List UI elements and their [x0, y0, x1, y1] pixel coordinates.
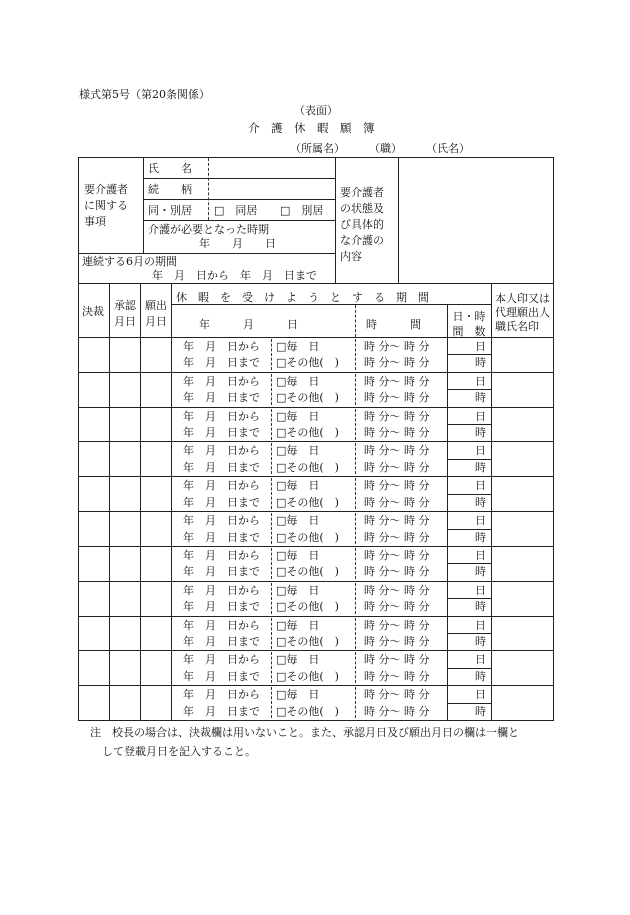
row-day-unit: 日: [475, 688, 486, 701]
day-hour-divider: [447, 389, 491, 390]
row-other-option: □その他( ): [276, 600, 339, 613]
row-hour-unit: 時: [475, 565, 486, 578]
footer-note-line-1: 注 校長の場合は、決裁欄は用いないこと。また、承認月日及び願出月日の欄は一欄と: [90, 726, 519, 739]
dashed-divider: [355, 339, 356, 370]
condition-line-3: び具体的: [340, 218, 384, 231]
top-section-divider: [78, 253, 335, 254]
row-from-date: 年 月 日から: [183, 444, 260, 457]
dashed-divider: [271, 687, 272, 718]
period-label: 連続する6月の期間: [82, 255, 177, 268]
time-columns-header: 時 間: [366, 318, 421, 331]
row-daily-option: □毎 日: [276, 340, 320, 353]
row-time-range: 時 分～ 時 分: [364, 565, 430, 578]
row-time-range: 時 分～ 時 分: [364, 600, 430, 613]
row-time-range: 時 分～ 時 分: [364, 688, 430, 701]
day-hour-count-line-1: 日・時: [452, 310, 486, 323]
row-time-range: 時 分～ 時 分: [364, 461, 430, 474]
column-divider: [447, 304, 448, 720]
row-hour-unit: 時: [475, 531, 486, 544]
row-daily-option: □毎 日: [276, 479, 320, 492]
care-receiver-label: [84, 182, 144, 230]
care-receiver-line-2: に関する: [84, 199, 128, 212]
column-divider: [109, 283, 110, 720]
row-time-range: 時 分～ 時 分: [364, 670, 430, 683]
dashed-divider: [355, 583, 356, 614]
side-label: （表面）: [294, 104, 338, 117]
dashed-divider: [355, 478, 356, 509]
form-number: 様式第5号（第20条関係）: [79, 88, 210, 101]
row-until-date: 年 月 日まで: [183, 356, 260, 369]
row-time-range: 時 分～ 時 分: [364, 635, 430, 648]
seal-line-2: 代理願出人: [495, 306, 550, 319]
row-hour-unit: 時: [475, 461, 486, 474]
row-daily-option: □毎 日: [276, 514, 320, 527]
condition-line-2: の状態及: [340, 202, 384, 215]
row-time-range: 時 分～ 時 分: [364, 705, 430, 718]
row-daily-option: □毎 日: [276, 584, 320, 597]
row-divider: [78, 372, 554, 373]
dashed-divider: [208, 158, 209, 220]
care-receiver-line-1: 要介護者: [84, 183, 128, 196]
row-daily-option: □毎 日: [276, 375, 320, 388]
row-divider: [78, 476, 554, 477]
seal-line-3: 職氏名印: [495, 320, 539, 333]
row-day-unit: 日: [475, 584, 486, 597]
date-columns-header: 年 月 日: [199, 318, 298, 331]
approval-date-line-2: 月日: [114, 315, 136, 328]
row-time-range: 時 分～ 時 分: [364, 444, 430, 457]
row-other-option: □その他( ): [276, 705, 339, 718]
seal-header: [495, 292, 550, 334]
row-divider: [78, 650, 554, 651]
top-section-divider: [335, 157, 336, 283]
row-hour-unit: 時: [475, 426, 486, 439]
row-from-date: 年 月 日から: [183, 340, 260, 353]
period-range: 年 月 日から 年 月 日まで: [152, 269, 317, 282]
row-daily-option: □毎 日: [276, 653, 320, 666]
row-time-range: 時 分～ 時 分: [364, 391, 430, 404]
condition-line-5: 内容: [340, 250, 362, 263]
row-daily-option: □毎 日: [276, 688, 320, 701]
dashed-divider: [355, 409, 356, 440]
dashed-divider: [355, 687, 356, 718]
header-divider: [171, 304, 491, 305]
row-divider: [78, 581, 554, 582]
table-border-top: [78, 157, 554, 158]
cohabitation-field-label: 同・別居: [148, 204, 192, 217]
application-date-line-2: 月日: [145, 315, 167, 328]
row-divider: [78, 407, 554, 408]
row-day-unit: 日: [475, 410, 486, 423]
table-border-left: [78, 157, 79, 720]
row-from-date: 年 月 日から: [183, 410, 260, 423]
row-until-date: 年 月 日まで: [183, 670, 260, 683]
day-hour-divider: [447, 703, 491, 704]
row-time-range: 時 分～ 時 分: [364, 479, 430, 492]
row-day-unit: 日: [475, 479, 486, 492]
row-time-range: 時 分～ 時 分: [364, 426, 430, 439]
top-section-divider: [143, 199, 335, 200]
day-hour-divider: [447, 459, 491, 460]
row-hour-unit: 時: [475, 496, 486, 509]
day-hour-divider: [447, 633, 491, 634]
day-hour-divider: [447, 354, 491, 355]
column-divider: [171, 283, 172, 720]
dashed-divider: [355, 305, 356, 337]
top-section-divider: [143, 220, 335, 221]
dashed-divider: [271, 583, 272, 614]
day-hour-divider: [447, 668, 491, 669]
day-hour-divider: [447, 563, 491, 564]
row-time-range: 時 分～ 時 分: [364, 496, 430, 509]
column-divider: [491, 283, 492, 720]
row-hour-unit: 時: [475, 705, 486, 718]
page-title: 介 護 休 暇 願 簿: [248, 121, 375, 135]
row-from-date: 年 月 日から: [183, 375, 260, 388]
name-label: （氏名）: [426, 142, 470, 155]
row-other-option: □その他( ): [276, 426, 339, 439]
row-from-date: 年 月 日から: [183, 514, 260, 527]
row-divider: [78, 616, 554, 617]
dashed-divider: [271, 443, 272, 474]
day-hour-divider: [447, 529, 491, 530]
row-until-date: 年 月 日まで: [183, 600, 260, 613]
dashed-divider: [355, 513, 356, 544]
row-time-range: 時 分～ 時 分: [364, 340, 430, 353]
care-needed-label: 介護が必要となった時期: [148, 223, 269, 236]
row-other-option: □その他( ): [276, 496, 339, 509]
row-time-range: 時 分～ 時 分: [364, 356, 430, 369]
top-section-divider: [143, 178, 335, 179]
cohabitation-option-together[interactable]: □ 同居: [214, 204, 258, 217]
row-until-date: 年 月 日まで: [183, 496, 260, 509]
dashed-divider: [271, 339, 272, 370]
row-time-range: 時 分～ 時 分: [364, 584, 430, 597]
row-time-range: 時 分～ 時 分: [364, 531, 430, 544]
row-daily-option: □毎 日: [276, 619, 320, 632]
row-from-date: 年 月 日から: [183, 688, 260, 701]
row-hour-unit: 時: [475, 391, 486, 404]
dashed-divider: [355, 443, 356, 474]
dashed-divider: [271, 409, 272, 440]
row-until-date: 年 月 日まで: [183, 705, 260, 718]
affiliation-label: （所属名）: [290, 142, 345, 155]
row-daily-option: □毎 日: [276, 549, 320, 562]
row-time-range: 時 分～ 時 分: [364, 514, 430, 527]
application-date-line-1: 願出: [145, 299, 167, 312]
day-hour-divider: [447, 494, 491, 495]
row-other-option: □その他( ): [276, 461, 339, 474]
row-until-date: 年 月 日まで: [183, 426, 260, 439]
dashed-divider: [271, 652, 272, 683]
row-daily-option: □毎 日: [276, 410, 320, 423]
row-day-unit: 日: [475, 375, 486, 388]
row-other-option: □その他( ): [276, 356, 339, 369]
row-divider: [78, 511, 554, 512]
row-other-option: □その他( ): [276, 670, 339, 683]
column-divider: [140, 283, 141, 720]
dashed-divider: [271, 548, 272, 579]
row-day-unit: 日: [475, 549, 486, 562]
table-border-bottom: [78, 720, 554, 721]
day-hour-divider: [447, 598, 491, 599]
row-daily-option: □毎 日: [276, 444, 320, 457]
table-border-right: [553, 157, 554, 720]
row-until-date: 年 月 日まで: [183, 635, 260, 648]
day-hour-count-header: [448, 309, 490, 339]
row-from-date: 年 月 日から: [183, 549, 260, 562]
approval-date-line-1: 承認: [114, 299, 136, 312]
position-label: （職）: [369, 142, 402, 155]
dashed-divider: [355, 618, 356, 649]
row-day-unit: 日: [475, 340, 486, 353]
dashed-divider: [355, 652, 356, 683]
row-until-date: 年 月 日まで: [183, 565, 260, 578]
dashed-divider: [271, 513, 272, 544]
decision-header: 決裁: [82, 305, 104, 318]
row-until-date: 年 月 日まで: [183, 461, 260, 474]
row-hour-unit: 時: [475, 670, 486, 683]
seal-line-1: 本人印又は: [495, 292, 550, 305]
dashed-divider: [355, 548, 356, 579]
dashed-divider: [271, 374, 272, 405]
dashed-divider: [271, 618, 272, 649]
relationship-field-label: 続 柄: [148, 183, 192, 196]
row-day-unit: 日: [475, 514, 486, 527]
row-hour-unit: 時: [475, 356, 486, 369]
row-time-range: 時 分～ 時 分: [364, 653, 430, 666]
row-from-date: 年 月 日から: [183, 584, 260, 597]
day-hour-divider: [447, 424, 491, 425]
row-hour-unit: 時: [475, 635, 486, 648]
row-other-option: □その他( ): [276, 565, 339, 578]
row-time-range: 時 分～ 時 分: [364, 410, 430, 423]
application-date-header: [141, 298, 171, 330]
footer-note-line-2: して登載月日を記入すること。: [102, 745, 256, 758]
name-field-label: 氏 名: [148, 162, 192, 175]
row-day-unit: 日: [475, 653, 486, 666]
care-receiver-line-3: 事項: [84, 215, 106, 228]
cohabitation-option-separate[interactable]: □ 別居: [280, 204, 324, 217]
row-from-date: 年 月 日から: [183, 619, 260, 632]
top-section-divider: [398, 157, 399, 283]
row-time-range: 時 分～ 時 分: [364, 619, 430, 632]
row-other-option: □その他( ): [276, 531, 339, 544]
condition-line-1: 要介護者: [340, 186, 384, 199]
row-hour-unit: 時: [475, 600, 486, 613]
leave-period-header: 休 暇 を 受 け よ う と す る 期 間: [176, 291, 429, 304]
row-day-unit: 日: [475, 619, 486, 632]
row-divider: [78, 441, 554, 442]
approval-date-header: [110, 298, 140, 330]
dashed-divider: [271, 478, 272, 509]
dashed-divider: [355, 374, 356, 405]
condition-label: [340, 185, 384, 265]
row-until-date: 年 月 日まで: [183, 531, 260, 544]
row-time-range: 時 分～ 時 分: [364, 549, 430, 562]
row-divider: [78, 685, 554, 686]
care-needed-date: 年 月 日: [199, 237, 276, 250]
row-from-date: 年 月 日から: [183, 479, 260, 492]
day-hour-count-line-2: 間 数: [452, 325, 486, 338]
row-other-option: □その他( ): [276, 391, 339, 404]
row-from-date: 年 月 日から: [183, 653, 260, 666]
top-section-divider: [78, 283, 554, 284]
row-until-date: 年 月 日まで: [183, 391, 260, 404]
row-day-unit: 日: [475, 444, 486, 457]
condition-line-4: な介護の: [340, 234, 384, 247]
row-time-range: 時 分～ 時 分: [364, 375, 430, 388]
row-divider: [78, 546, 554, 547]
row-other-option: □その他( ): [276, 635, 339, 648]
